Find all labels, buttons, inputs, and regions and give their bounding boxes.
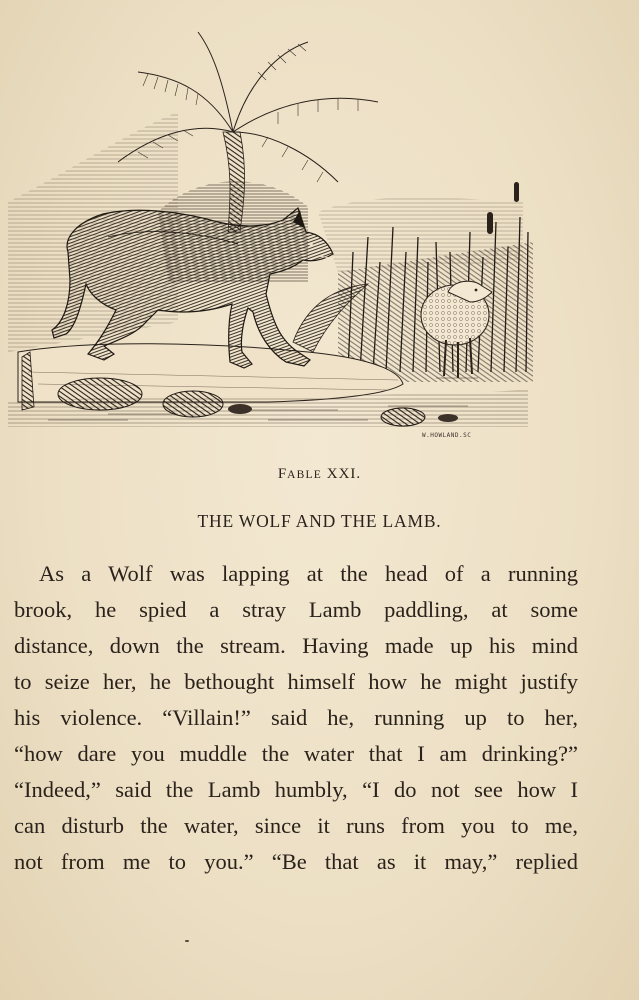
body-line: “how dare you muddle the water that I am drinking?” xyxy=(14,741,578,766)
fable-number-smallcaps: ABLE xyxy=(287,469,322,481)
body-line: not from me to you.” “Be that as it may,” replied xyxy=(14,849,578,874)
body-line: brook, he spied a stray Lamb paddling, at some xyxy=(14,597,578,622)
wolf-and-lamb-illustration xyxy=(8,22,534,442)
artist-signature: W.HOWLAND.SC xyxy=(422,432,472,439)
body-line: “Indeed,” said the Lamb humbly, “I do not see how I xyxy=(14,777,578,802)
fable-number-roman: XXI. xyxy=(326,466,362,482)
fable-title: THE WOLF AND THE LAMB. xyxy=(197,511,442,531)
body-line: distance, down the stream. Having made up his mind xyxy=(14,633,578,658)
fable-number-prefix: F xyxy=(277,466,288,482)
body-line: his violence. “Villain!” said he, running up to her, xyxy=(14,705,578,730)
paper-speck xyxy=(185,940,189,942)
body-line: to seize her, he bethought himself how he might justify xyxy=(14,669,578,694)
body-line: As a Wolf was lapping at the head of a running xyxy=(39,561,578,586)
fable-number xyxy=(0,466,639,483)
fable-body xyxy=(14,556,578,880)
body-line: can disturb the water, since it runs from you to me, xyxy=(14,813,578,838)
